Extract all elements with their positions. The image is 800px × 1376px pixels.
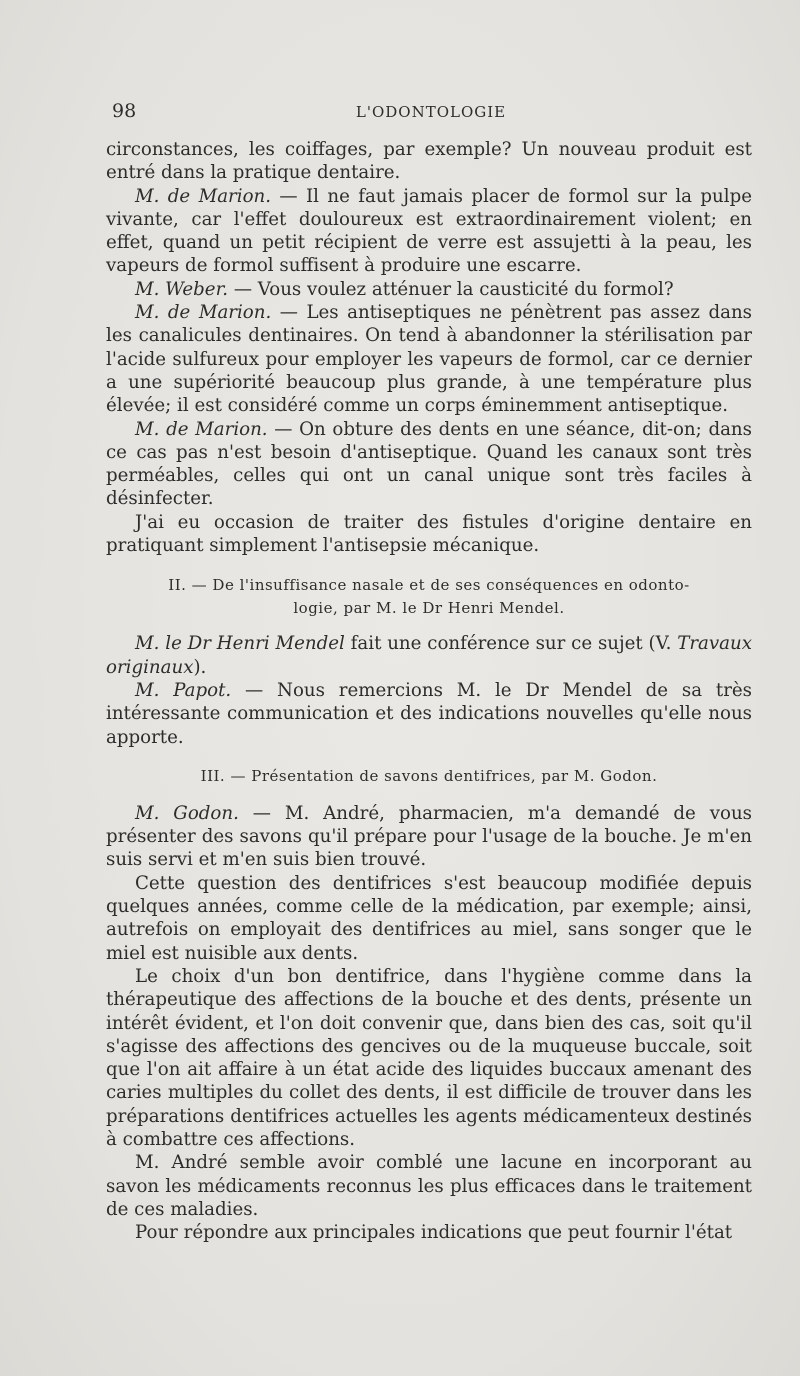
section-heading-2 bbox=[106, 574, 752, 620]
speaker-name: M. le Dr Henri Mendel bbox=[135, 633, 345, 655]
paragraph-text: Le choix d'un bon dentifrice, dans l'hygiène comme dans la thérapeutique des affections de la bouche et des dents, présente un intérêt évident, et l'on doit convenir que, dans bien des cas, soit qu'il s'agisse des affections des gencives ou de la muqueuse buccale, soit que l'on ait affaire à un état acide des liquides buccaux amenant des caries multiples du collet des dents, il est difficile de trouver dans les préparations dentifrices actuelles les agents médicamenteux destinés à combattre ces affections. bbox=[106, 965, 752, 1150]
page-number: 98 bbox=[112, 100, 137, 122]
heading-line: logie, par M. le Dr Henri Mendel. bbox=[293, 599, 565, 618]
paragraph bbox=[106, 1221, 752, 1244]
speaker-name: M. de Marion. bbox=[135, 185, 272, 207]
paragraph-text: circonstances, les coiffages, par exemple? Un nouveau produit est entré dans la pratique dentaire. bbox=[106, 139, 752, 184]
body-text bbox=[106, 138, 752, 1244]
paragraph-text: — Vous voulez atténuer la causticité du formol? bbox=[228, 278, 674, 300]
section-heading-3: III. — Présentation de savons dentifrices, par M. Godon. bbox=[200, 766, 658, 785]
speaker-name: M. Godon. bbox=[135, 802, 239, 824]
paragraph bbox=[106, 679, 752, 749]
paragraph bbox=[106, 278, 752, 301]
paragraph bbox=[106, 511, 752, 558]
speaker-name: M. Papot. bbox=[135, 679, 232, 701]
paragraph-text: — Les antiseptiques ne pénètrent pas assez dans les canalicules dentinaires. On tend à abandonner la stérilisation par l'acide sulfureux pour employer les vapeurs de formol, car ce dernier a une supériorité beaucoup plus grande, à une température plus élevée; il est considéré comme un corps éminemment antiseptique. bbox=[106, 302, 753, 417]
heading-line: II. — De l'insuffisance nasale et de ses conséquences en odonto- bbox=[168, 576, 690, 595]
paragraph-text: — On obture des dents en une séance, dit-on; dans ce cas pas n'est besoin d'antiseptique. Quand les canaux sont très perméables, celles qui ont un canal unique sont très faciles à désinfecter. bbox=[106, 418, 752, 510]
paragraph bbox=[106, 632, 752, 679]
paragraph-text: — M. André, pharmacien, m'a demandé de vous présenter des savons qu'il prépare pour l'usage de la bouche. Je m'en suis servi et m'en suis bien trouvé. bbox=[106, 802, 752, 871]
paragraph-text: M. André semble avoir comblé une lacune en incorporant au savon les médicaments reconnus les plus efficaces dans le traitement de ces maladies. bbox=[106, 1152, 752, 1220]
page-header bbox=[112, 100, 750, 130]
paragraph-text: ). bbox=[193, 656, 207, 678]
paragraph-text: Cette question des dentifrices s'est beaucoup modifiée depuis quelques années, comme celle de la médication, par exemple; ainsi, autrefois on employait des dentifrices au miel, sans songer que le miel est nuisible aux dents. bbox=[106, 872, 752, 964]
paragraph bbox=[106, 965, 752, 1151]
paragraph bbox=[106, 802, 752, 872]
paragraph bbox=[106, 138, 752, 185]
speaker-name: M. de Marion. bbox=[135, 418, 268, 440]
reference-title: Travaux originaux bbox=[106, 633, 752, 678]
running-title: L'ODONTOLOGIE bbox=[355, 103, 507, 121]
paragraph bbox=[106, 418, 752, 511]
paragraph-text: — Nous remercions M. le Dr Mendel de sa très intéressante communication et des indications nouvelles qu'elle nous apporte. bbox=[106, 679, 752, 748]
paragraph bbox=[106, 872, 752, 965]
paragraph bbox=[106, 185, 752, 278]
paragraph-text: — Il ne faut jamais placer de formol sur la pulpe vivante, car l'effet douloureux est extraordinairement violent; en effet, quand un petit récipient de verre est assujetti à la peau, les vapeurs de formol suffisent à produire une escarre. bbox=[106, 185, 752, 277]
speaker-name: M. Weber. bbox=[135, 278, 229, 300]
paragraph-text: fait une conférence sur ce sujet (V. bbox=[344, 633, 678, 655]
paragraph-text: J'ai eu occasion de traiter des fistules d'origine dentaire en pratiquant simplement l'antisepsie mécanique. bbox=[106, 511, 752, 557]
paragraph bbox=[106, 301, 752, 417]
speaker-name: M. de Marion. bbox=[135, 302, 272, 324]
paragraph-text: Pour répondre aux principales indications que peut fournir l'état bbox=[135, 1222, 733, 1244]
paragraph bbox=[106, 1151, 752, 1221]
